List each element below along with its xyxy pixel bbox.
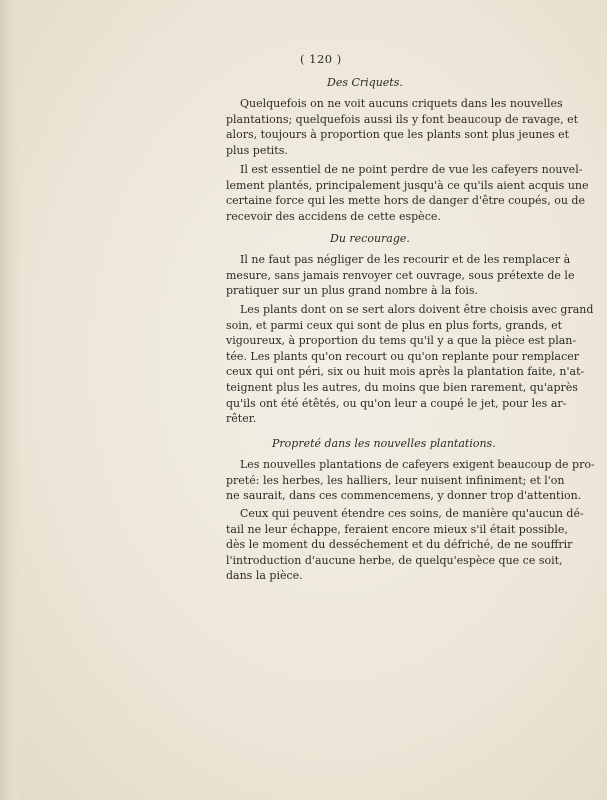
section-heading-proprete: Propreté dans les nouvelles plantations. <box>272 437 496 450</box>
text-line: l'introduction d'aucune herbe, de quelqu'espèce que ce soit, <box>226 553 563 567</box>
text-line: preté: les herbes, les halliers, leur nuisent infiniment; et l'on <box>226 473 565 487</box>
text-line: dans la pièce. <box>226 569 303 583</box>
text-line: alors, toujours à proportion que les plants sont plus jeunes et <box>226 128 570 142</box>
text-line: Les plants dont on se sert alors doivent être choisis avec grand <box>240 303 594 316</box>
text-line: ne saurait, dans ces commencemens, y donner trop d'attention. <box>226 489 582 503</box>
page-number: ( 120 ) <box>300 52 342 66</box>
text-line: Il est essentiel de ne point perdre de vue les cafeyers nouvel- <box>240 163 583 176</box>
text-line: Ceux qui peuvent étendre ces soins, de manière qu'aucun dé- <box>240 507 584 520</box>
text-line: lement plantés, principalement jusqu'à ce qu'ils aient acquis une <box>226 178 589 192</box>
paragraph <box>226 96 579 158</box>
text-line: soin, et parmi ceux qui sont de plus en plus forts, grands, et <box>226 318 562 332</box>
text-line: plantations; quelquefois aussi ils y font beaucoup de ravage, et <box>226 112 579 126</box>
paragraph <box>226 506 584 584</box>
paragraph <box>226 162 589 224</box>
section-heading-criquets: Des Criquets. <box>327 76 403 89</box>
text-line: tée. Les plants qu'on recourt ou qu'on replante pour remplacer <box>226 349 580 363</box>
text-line: rêter. <box>226 412 257 426</box>
text-line: plus petits. <box>226 143 288 157</box>
text-line: vigoureux, à proportion du tems qu'il y a que la pièce est plan- <box>226 334 577 348</box>
text-line: dès le moment du desséchement et du défriché, de ne souffrir <box>226 538 573 552</box>
text-line: pratiquer sur un plus grand nombre à la fois. <box>226 284 479 298</box>
paragraph <box>226 302 594 427</box>
page-fold-shadow <box>0 0 22 800</box>
text-line: mesure, sans jamais renvoyer cet ouvrage, sous prétexte de le <box>226 268 575 282</box>
text-line: Il ne faut pas négliger de les recourir et de les remplacer à <box>240 253 571 266</box>
paragraph <box>226 457 595 504</box>
text-line: qu'ils ont été étêtés, ou qu'on leur a coupé le jet, pour les ar- <box>226 396 567 410</box>
text-line: ceux qui ont péri, six ou huit mois après la plantation faite, n'at- <box>226 365 585 379</box>
text-line: Quelquefois on ne voit aucuns criquets dans les nouvelles <box>240 97 563 110</box>
text-line: certaine force qui les mette hors de danger d'être coupés, ou de <box>226 194 585 208</box>
text-line: recevoir des accidens de cette espèce. <box>226 209 441 223</box>
paragraph <box>226 252 575 299</box>
text-line: tail ne leur échappe, feraient encore mieux s'il était possible, <box>226 522 568 536</box>
section-heading-recourage: Du recourage. <box>330 232 410 245</box>
text-line: teignent plus les autres, du moins que bien rarement, qu'après <box>226 380 578 394</box>
text-line: Les nouvelles plantations de cafeyers exigent beaucoup de pro- <box>240 458 595 471</box>
